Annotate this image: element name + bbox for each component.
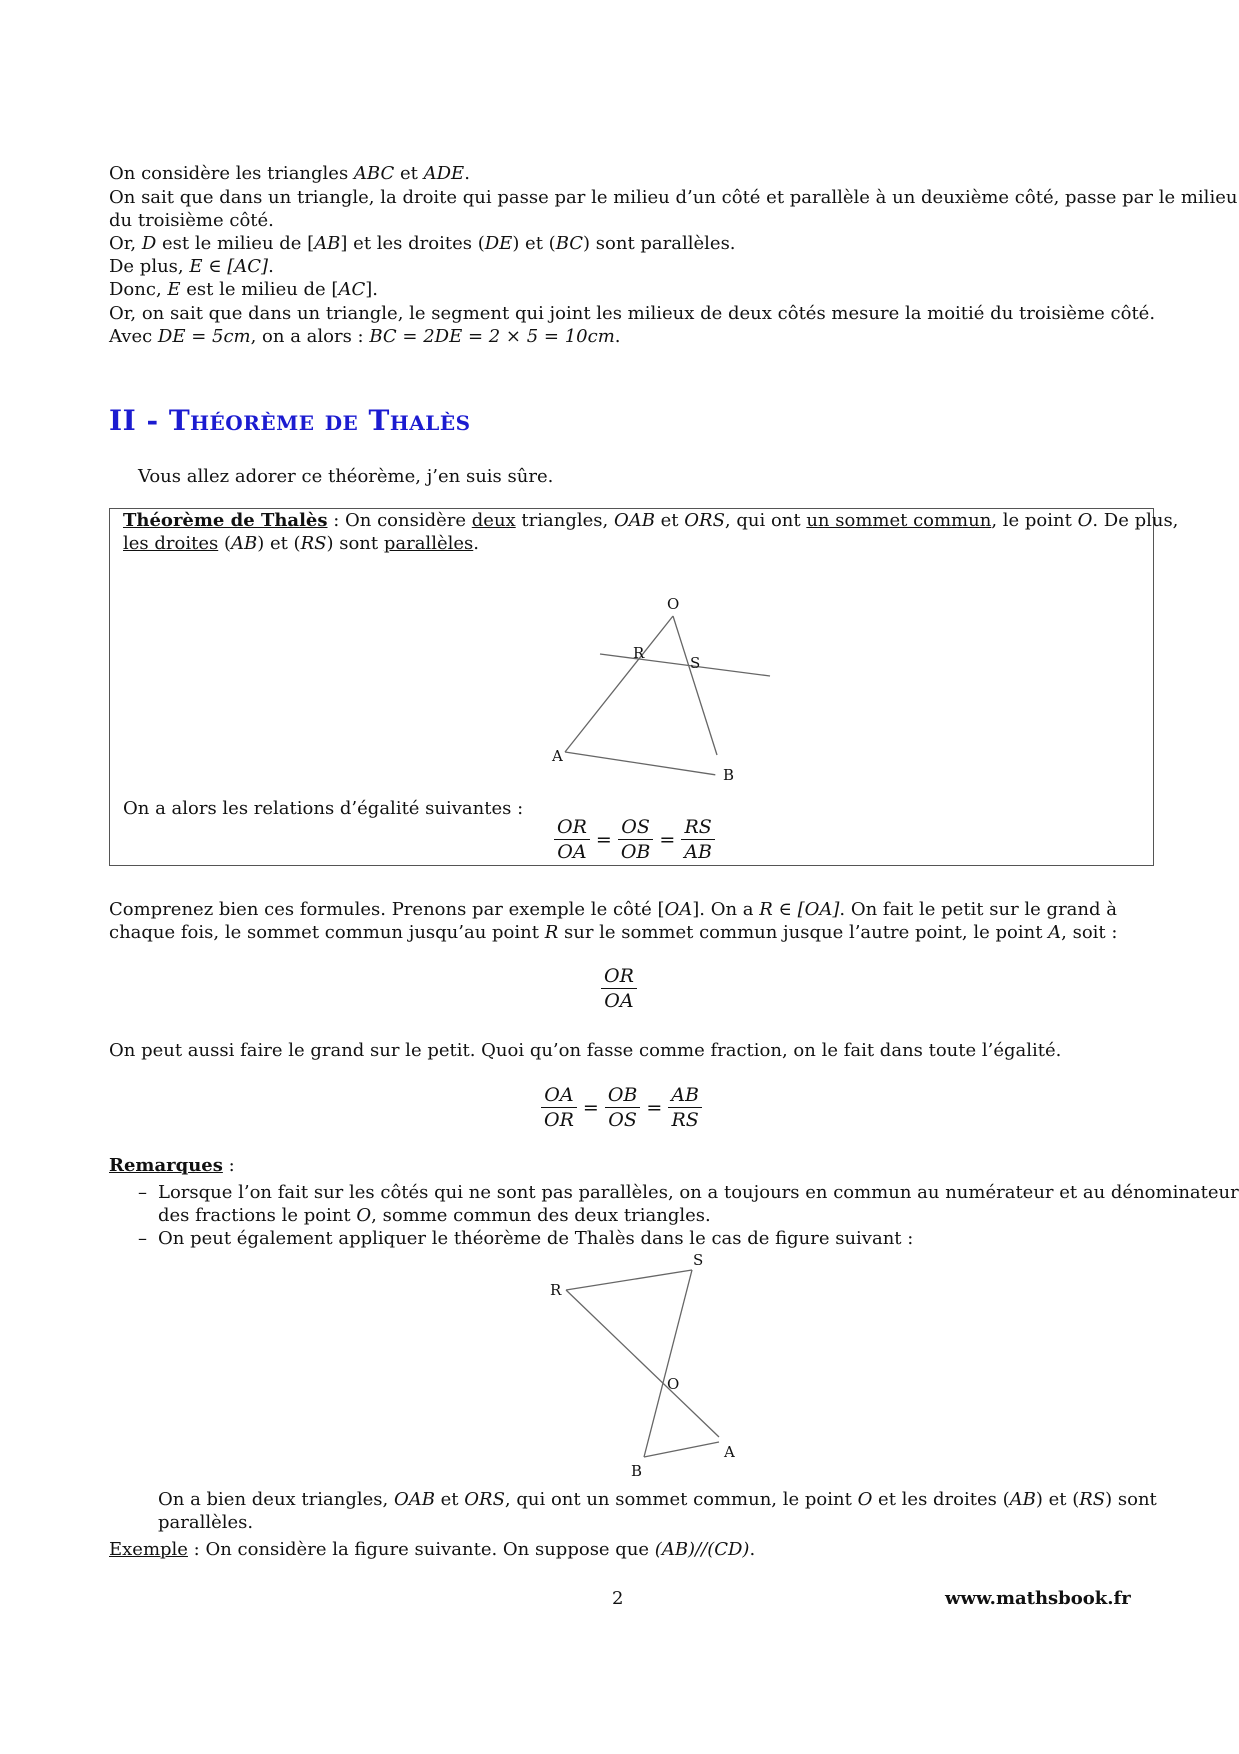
label-a-2: A <box>724 1443 735 1461</box>
explain-line-1: Comprenez bien ces formules. Prenons par exemple le côté [OA]. On a R ∈ [OA]. On fait le petit sur le grand à <box>109 899 1117 920</box>
line-rs <box>600 654 770 676</box>
intro-line-7: Or, on sait que dans un triangle, le segment qui joint les milieux de deux côtés mesure la moitié du troisième côté. <box>109 303 1156 324</box>
thales-equality-2: $\frac{OA}{OR}$ = $\frac{OB}{OS}$ = $\frac{AB}{RS}$ <box>541 1083 702 1132</box>
intro-line-4: Or, D est le milieu de [AB] et les droites (DE) et (BC) sont parallèles. <box>109 233 736 254</box>
label-r-2: R <box>550 1281 562 1299</box>
remark-dash-2: – <box>138 1228 147 1249</box>
page-number: 2 <box>612 1588 624 1609</box>
label-b: B <box>723 766 735 784</box>
line-ab <box>565 752 716 775</box>
label-s: S <box>690 654 701 672</box>
remark-after-line-2: parallèles. <box>158 1512 254 1533</box>
site-url: www.mathsbook.fr <box>945 1588 1131 1609</box>
fraction-ob-os: $\frac{OB}{OS}$ <box>605 1083 641 1132</box>
line-sb-2 <box>644 1270 692 1457</box>
relations-text: On a alors les relations d’égalité suivantes : <box>123 798 524 819</box>
remark-1-line-2: des fractions le point O, somme commun des deux triangles. <box>158 1205 711 1226</box>
line-ob <box>673 616 717 755</box>
line-ba-2 <box>644 1442 719 1457</box>
fraction-os-ob: $\frac{OS}{OB}$ <box>618 815 654 864</box>
thales-equality-1: $\frac{OR}{OA}$ = $\frac{OS}{OB}$ = $\frac{RS}{AB}$ <box>554 815 715 864</box>
label-r: R <box>633 644 645 662</box>
theorem-line-1: Théorème de Thalès : On considère deux triangles, OAB et ORS, qui ont un sommet commun, le point O. De plus, <box>123 510 1179 531</box>
remark-dash-1: – <box>138 1182 147 1203</box>
explain-line-2: chaque fois, le sommet commun jusqu’au point R sur le sommet commun jusque l’autre point, le point A, soit : <box>109 922 1118 943</box>
label-a: A <box>552 747 563 765</box>
label-o: O <box>667 595 680 613</box>
fraction-ab-rs: $\frac{AB}{RS}$ <box>668 1083 702 1132</box>
line-oa <box>565 616 673 752</box>
remark-1-line-1: Lorsque l’on fait sur les côtés qui ne sont pas parallèles, on a toujours en commun au numérateur et au dénominateur <box>158 1182 1239 1203</box>
fraction-or-oa: $\frac{OR}{OA}$ <box>554 815 590 864</box>
remark-2-line: On peut également appliquer le théorème de Thalès dans le cas de figure suivant : <box>158 1228 914 1249</box>
example-line: Exemple : On considère la figure suivante. On suppose que (AB)//(CD). <box>109 1539 756 1560</box>
line-rs-2 <box>566 1270 692 1290</box>
section-title: II - Théorème de Thalès <box>109 404 471 437</box>
thales-figure-1-detail <box>530 584 830 784</box>
thales-figure-2 <box>540 1250 760 1480</box>
line-ra-2 <box>566 1290 719 1437</box>
explain-line-3: On peut aussi faire le grand sur le petit. Quoi qu’on fasse comme fraction, on le fait dans toute l’égalité. <box>109 1040 1062 1061</box>
intro-line-1: On considère les triangles ABC et ADE. <box>109 163 470 184</box>
theorem-line-2: les droites (AB) et (RS) sont parallèles. <box>123 533 479 554</box>
fraction-rs-ab: $\frac{RS}{AB}$ <box>681 815 715 864</box>
intro-line-5: De plus, E ∈ [AC]. <box>109 256 274 277</box>
fraction-oa-or: $\frac{OA}{OR}$ <box>541 1083 577 1132</box>
intro-line-8: Avec DE = 5cm, on a alors : BC = 2DE = 2 × 5 = 10cm. <box>109 326 621 347</box>
remark-after-line-1: On a bien deux triangles, OAB et ORS, qui ont un sommet commun, le point O et les droites (AB) et (RS) sont <box>158 1489 1157 1510</box>
single-fraction <box>601 964 637 1013</box>
remarks-heading: Remarques : <box>109 1155 235 1176</box>
label-o-2: O <box>667 1375 680 1393</box>
theorem-box <box>109 508 1179 866</box>
intro-line-2: On sait que dans un triangle, la droite qui passe par le milieu d’un côté et parallèle à un deuxième côté, passe par le milieu <box>109 187 1238 208</box>
fraction-or-oa-single: $\frac{OR}{OA}$ <box>601 964 637 1013</box>
lead-sentence: Vous allez adorer ce théorème, j’en suis sûre. <box>138 466 554 487</box>
label-s-2: S <box>693 1251 704 1269</box>
intro-line-6: Donc, E est le milieu de [AC]. <box>109 279 378 300</box>
label-b-2: B <box>631 1462 643 1480</box>
intro-line-3: du troisième côté. <box>109 210 274 231</box>
